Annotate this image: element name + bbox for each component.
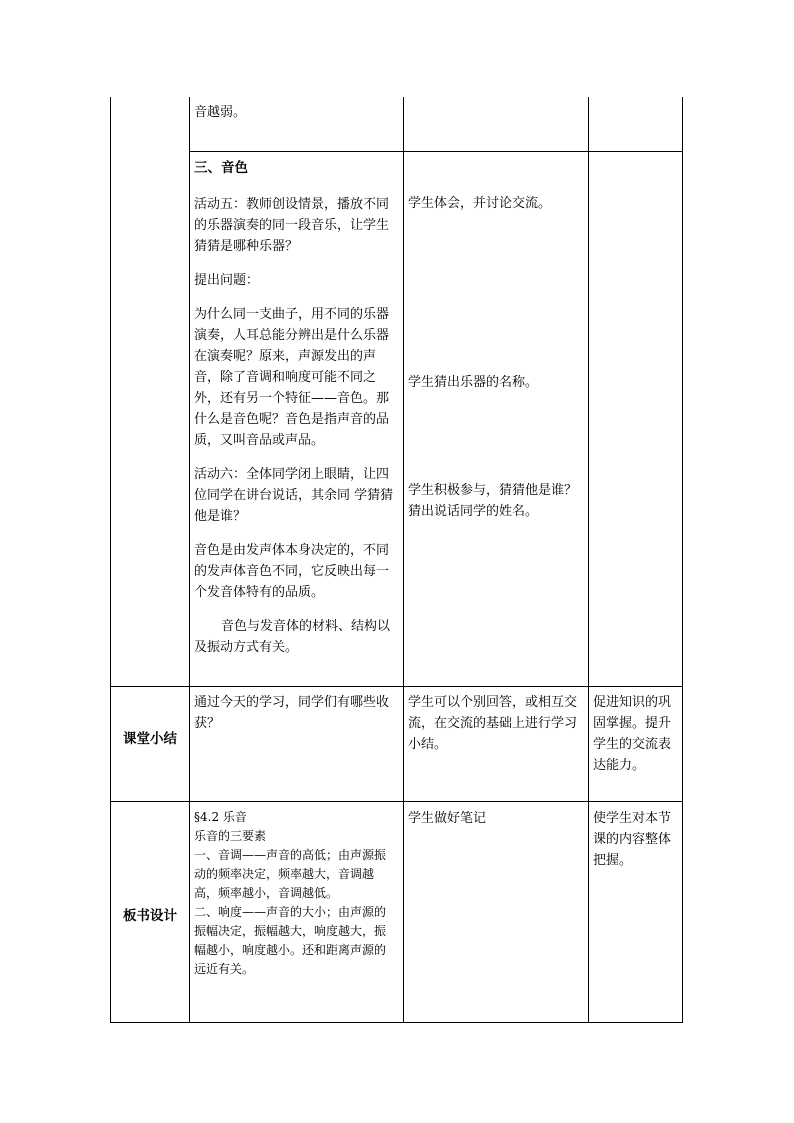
table-border-left [110,97,111,1023]
board-design-cell [194,808,397,979]
timbre-related-text: 音色与发音体的材料、结构以及振动方式有关。 [194,619,391,655]
timbre-teacher-cell [194,158,397,658]
timbre-heading: 三、音色 [194,160,248,176]
table-col-divider-2 [403,97,404,1023]
board-student-cell [408,808,584,829]
timbre-question-text: 为什么同一支曲子，用不同的乐器演奏，人耳总能分辨出是什么乐器在演奏呢？原来，声源发出的声音，除了音调和响度可能不同之外，还有另一个特征——音色。那什么是音色呢？音色是指声音的品质，又叫音品或声品。 [194,307,390,448]
table-border-right [682,97,683,1023]
board-intent-text: 使学生对本节课的内容整体把握。 [593,811,672,868]
activity-six-text: 活动六：全体同学闭上眼睛，让四位同学在讲台说话，其余同 学猜猜他是谁？ [194,467,394,524]
timbre-student-cell-1 [408,193,584,214]
board-line-subtitle: 乐音的三要素 [194,829,267,843]
timbre-student-cell-2 [408,372,584,393]
table-border-bottom [110,1022,683,1023]
summary-teacher-cell [194,692,397,734]
table-col-divider-1 [189,97,190,1023]
row-divider-2 [110,686,683,687]
student-activity-text-3: 学生积极参与，猜猜他是谁？猜出说话同学的姓名。 [408,483,578,519]
summary-intent-cell [593,692,679,776]
board-intent-cell [593,808,679,871]
summary-student-text: 学生可以个别回答，或相互交流，在交流的基础上进行学习小结。 [408,695,578,752]
table-col-divider-3 [588,97,589,1023]
summary-teacher-text: 通过今天的学习，同学们有哪些收获？ [194,695,390,731]
row-divider-1 [189,151,683,152]
timbre-decided-text: 音色是由发声体本身决定的，不同的发声体音色不同，它反映出每一个发音体特有的品质。 [194,543,390,600]
summary-student-cell [408,692,584,755]
board-line-title: §4.2 乐音 [194,810,247,824]
continued-text-cell [194,102,399,123]
board-line-pitch: 一、音调——声音的高低；由声源振动的频率决定，频率越大，音调越高，频率越小，音调越低。 [194,848,387,900]
student-activity-text-2: 学生猜出乐器的名称。 [408,375,539,390]
board-line-loudness: 二、响度——声音的大小；由声源的振幅决定，振幅越大，响度越大，振幅越小，响度越小。还和距离声源的远近有关。 [194,905,387,976]
raise-question-text: 提出问题： [194,273,260,288]
summary-row-label: 课堂小结 [123,731,177,747]
continued-text: 音越弱。 [194,105,247,120]
timbre-student-cell-3 [408,480,584,522]
summary-intent-text: 促进知识的巩固掌握。提升学生的交流表达能力。 [593,695,672,773]
student-activity-text-1: 学生体会，并讨论交流。 [408,196,552,211]
board-row-label: 板书设计 [123,908,177,924]
activity-five-text: 活动五：教师创设情景，播放不同的乐器演奏的同一段音乐，让学生猜猜是哪种乐器？ [194,197,390,254]
row-divider-3 [110,801,683,802]
board-student-text: 学生做好笔记 [408,811,487,826]
